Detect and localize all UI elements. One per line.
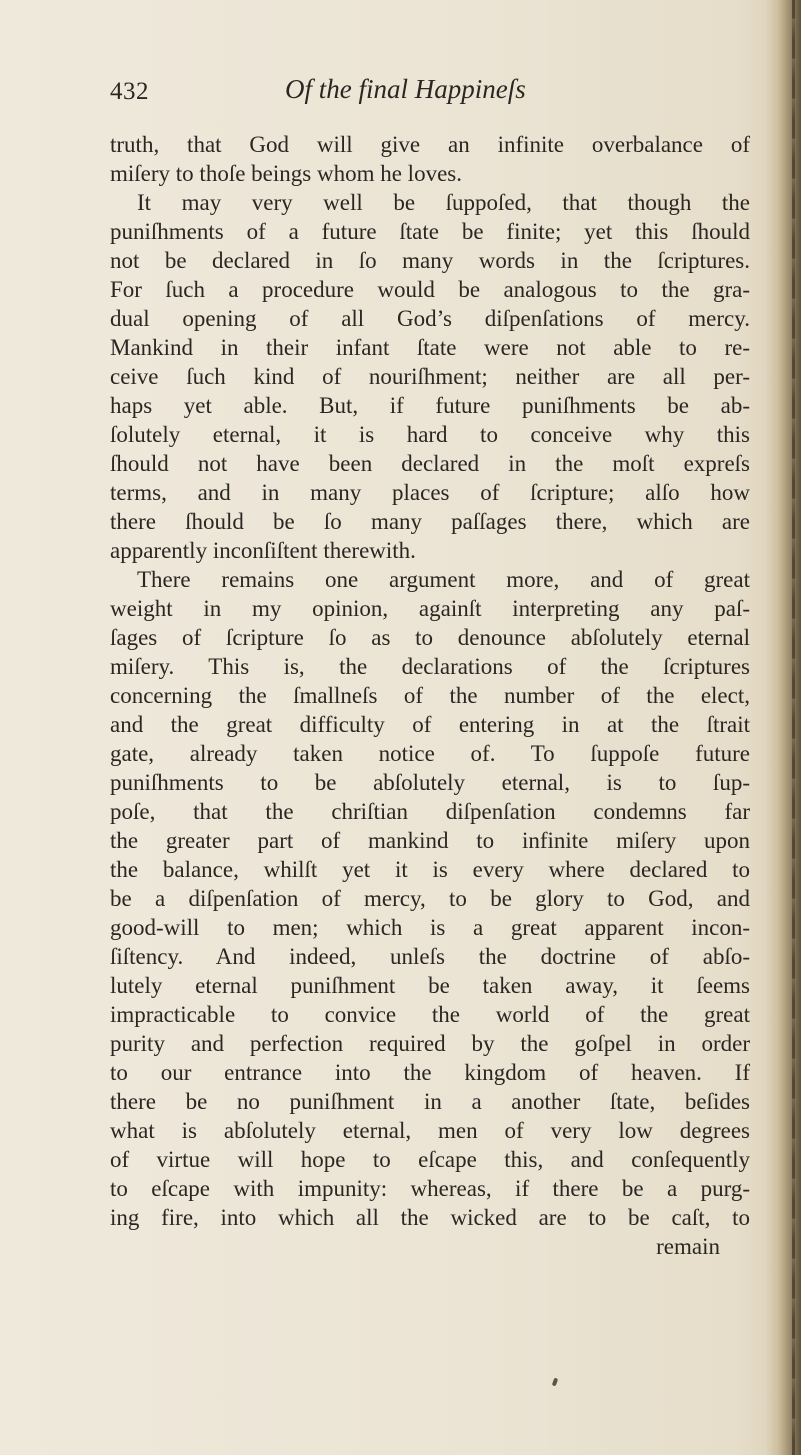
text-line: to our entrance into the kingdom of heaven. If [110, 1060, 750, 1085]
body-text [110, 130, 750, 1261]
text-line: good-will to men; which is a great apparent incon- [110, 915, 750, 940]
text-line: weight in my opinion, againſt interpreting any paſ- [110, 596, 750, 621]
text-line: there ſhould be ſo many paſſages there, which are [110, 509, 750, 534]
page-header [110, 74, 750, 118]
text-line: ſiſtency. And indeed, unleſs the doctrine of abſo- [110, 944, 750, 969]
text-line: miſery. This is, the declarations of the ſcriptures [110, 654, 750, 679]
text-line: apparently inconſiſtent therewith. [110, 538, 416, 563]
text-line: and the great difficulty of entering in at the ſtrait [110, 712, 750, 737]
text-line: concerning the ſmallneſs of the number of the elect, [110, 683, 750, 708]
text-line: not be declared in ſo many words in the ſcriptures. [110, 248, 750, 273]
text-line: lutely eternal puniſhment be taken away, it ſeems [110, 973, 750, 998]
text-line: poſe, that the chriſtian diſpenſation condemns far [110, 799, 750, 824]
text-line: ing fire, into which all the wicked are to be caſt, to [110, 1205, 750, 1230]
text-line: the greater part of mankind to infinite miſery upon [110, 828, 750, 853]
ink-smudge [552, 1378, 558, 1387]
text-line: ceive ſuch kind of nouriſhment; neither are all per- [110, 364, 750, 389]
text-line: ſolutely eternal, it is hard to conceive why this [110, 422, 750, 447]
text-line: puniſhments of a future ſtate be finite; yet this ſhould [110, 219, 750, 244]
text-line: what is abſolutely eternal, men of very low degrees [110, 1118, 750, 1143]
text-line: truth, that God will give an infinite overbalance of [110, 132, 750, 157]
text-line: be a diſpenſation of mercy, to be glory to God, and [110, 886, 750, 911]
catchword: remain [656, 1234, 720, 1259]
text-line: ſages of ſcripture ſo as to denounce abſolutely eternal [110, 625, 750, 650]
text-line: It may very well be ſuppoſed, that though the [137, 190, 750, 215]
text-line: there be no puniſhment in a another ſtate, beſides [110, 1089, 750, 1114]
running-head: Of the final Happineſs [285, 74, 526, 104]
page-number: 432 [110, 78, 149, 105]
text-line: terms, and in many places of ſcripture; alſo how [110, 480, 750, 505]
text-line: of virtue will hope to eſcape this, and conſequently [110, 1147, 750, 1172]
text-line: haps yet able. But, if future puniſhments be ab- [110, 393, 750, 418]
text-line: For ſuch a procedure would be analogous to the gra- [110, 277, 750, 302]
text-line: dual opening of all God’s diſpenſations of mercy. [110, 306, 750, 331]
text-line: the balance, whilſt yet it is every where declared to [110, 857, 750, 882]
page-edge-shadow [765, 0, 801, 1455]
text-line: There remains one argument more, and of great [137, 567, 750, 592]
text-line: impracticable to convice the world of the great [110, 1002, 750, 1027]
text-line: to eſcape with impunity: whereas, if there be a purg- [110, 1176, 750, 1201]
text-line: purity and perfection required by the goſpel in order [110, 1031, 750, 1056]
text-line: ſhould not have been declared in the moſt expreſs [110, 451, 750, 476]
text-line: miſery to thoſe beings whom he loves. [110, 161, 462, 186]
text-line: Mankind in their infant ſtate were not able to re- [110, 335, 750, 360]
text-line: puniſhments to be abſolutely eternal, is to ſup- [110, 770, 750, 795]
text-line: gate, already taken notice of. To ſuppoſe future [110, 741, 750, 766]
